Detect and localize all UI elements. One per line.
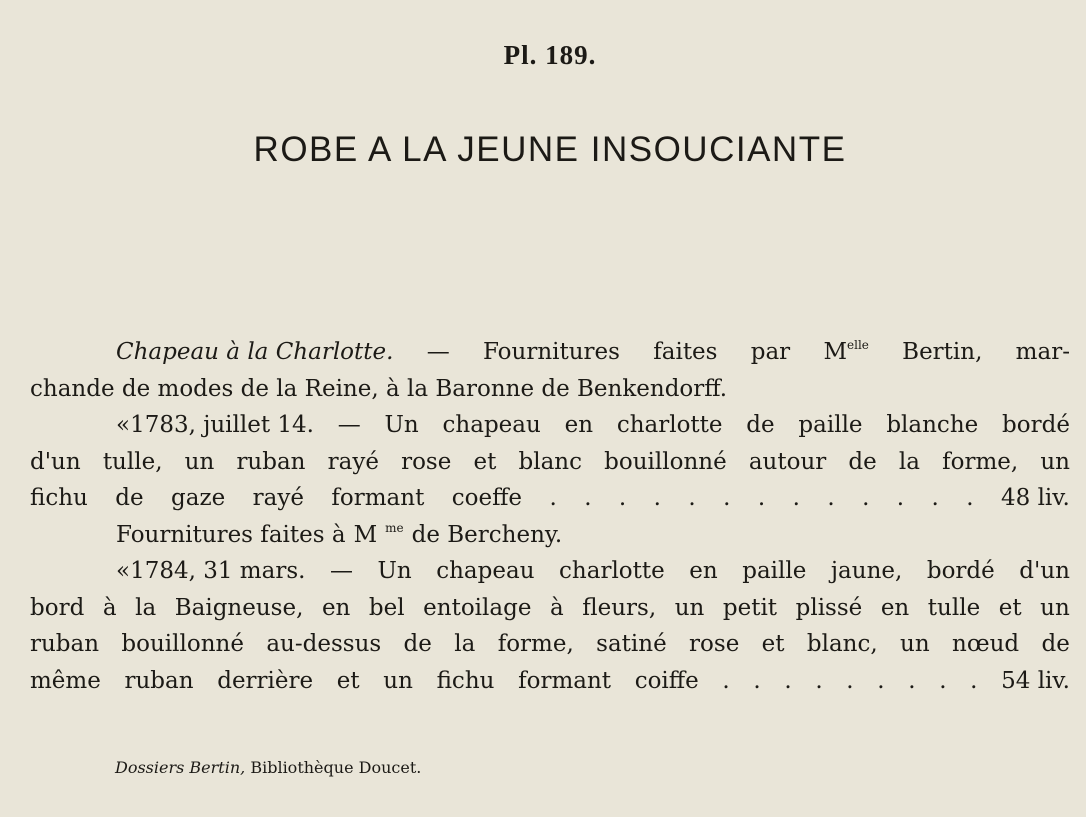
word: en: [564, 412, 594, 438]
leader-dot: .: [784, 667, 792, 694]
word: blanc: [518, 448, 582, 475]
body-text: [30, 334, 1070, 699]
word: formant: [518, 667, 612, 694]
word: de: [746, 412, 775, 438]
word: paille: [742, 558, 807, 584]
leader-dot: .: [970, 667, 978, 694]
word: derrière: [217, 667, 314, 694]
word: ruban: [236, 448, 306, 475]
word: à: [102, 594, 117, 621]
leader-dot: .: [723, 485, 731, 511]
leader-dot: .: [896, 485, 905, 511]
word: paille: [798, 412, 863, 438]
word: «1783, juillet 14.: [116, 412, 314, 438]
word: ruban: [30, 631, 100, 657]
word: et: [998, 594, 1022, 621]
leader-dot: .: [653, 485, 661, 511]
leader-dot: .: [939, 667, 947, 694]
line-text: Fournitures faites à: [116, 521, 346, 548]
word: autour: [748, 448, 827, 475]
word: chapeau: [442, 412, 541, 438]
word: un: [900, 631, 930, 657]
word: et: [761, 631, 785, 657]
word: rose: [689, 631, 740, 657]
word: et: [336, 667, 360, 694]
word: bordé: [926, 558, 995, 584]
word: «1784, 31 mars.: [116, 558, 306, 584]
word: un: [674, 594, 705, 621]
leader-dot: .: [908, 667, 916, 694]
word: forme,: [497, 631, 574, 657]
leader-dot: .: [753, 667, 761, 694]
word: gaze: [171, 485, 226, 511]
word: fleurs,: [582, 594, 657, 621]
leader-dot: .: [688, 485, 696, 511]
word: bel: [368, 594, 405, 621]
word: rayé: [327, 448, 379, 475]
page-title: ROBE A LA JEUNE INSOUCIANTE: [253, 130, 847, 169]
leader-dot: .: [549, 485, 557, 511]
word: bordé: [1002, 412, 1070, 438]
leader-dot: .: [846, 667, 854, 694]
word: forme,: [942, 448, 1019, 475]
paragraph-2-line-3: [30, 480, 1070, 517]
paragraph-4-line-2: [30, 590, 1070, 627]
word: en: [321, 594, 351, 621]
paragraph-2-line-2: [30, 444, 1070, 481]
leader-dot: .: [757, 485, 766, 511]
word: chapeau: [436, 558, 535, 584]
leader-dot: .: [931, 485, 939, 511]
title-abbreviation: M $^{me}$: [353, 520, 404, 548]
word: coiffe: [634, 667, 699, 694]
paragraph-4-line-1: [30, 553, 1070, 590]
word: de: [403, 631, 432, 657]
word: ruban: [124, 667, 194, 694]
word: tulle,: [102, 448, 163, 475]
line-text: chande de modes de la Reine, à la Baronne de Benkendorff.: [30, 375, 728, 402]
word: la: [454, 631, 476, 657]
word: bouillonné: [604, 448, 727, 475]
word: au-dessus: [266, 631, 382, 657]
hat-name: Chapeau à la Charlotte.: [116, 339, 394, 365]
paragraph-4-line-3: [30, 626, 1070, 663]
paragraph-1-line-2: [30, 371, 1070, 408]
leader-dot: .: [877, 667, 885, 694]
word: —: [337, 412, 361, 438]
word: d'un: [30, 448, 81, 475]
word: la: [135, 594, 157, 621]
word: Un: [384, 412, 419, 438]
word: —: [426, 339, 450, 365]
word: à: [550, 594, 564, 621]
word: Un: [377, 558, 412, 584]
word: 48 liv.: [1001, 485, 1070, 511]
word: nœud: [952, 631, 1020, 657]
word: un: [1040, 448, 1070, 475]
word: charlotte: [559, 558, 665, 584]
leader-dot: .: [584, 485, 592, 511]
word: de: [1041, 631, 1070, 657]
word: fichu: [436, 667, 495, 694]
word: faites: [653, 339, 718, 365]
word: bord: [30, 594, 85, 621]
word: un: [1040, 594, 1070, 621]
word: 54 liv.: [1001, 667, 1070, 694]
word: rayé: [252, 485, 304, 511]
line-text: de Bercheny.: [411, 521, 563, 548]
word: jaune,: [830, 558, 903, 584]
word: blanche: [886, 412, 979, 438]
footnote-source: Dossiers Bertin,: [115, 758, 246, 777]
source-footnote: [115, 758, 421, 777]
plate-number: Pl. 189.: [503, 40, 597, 70]
word: de: [848, 448, 877, 475]
word: satiné: [596, 631, 667, 657]
leader-dot: .: [815, 667, 823, 694]
word: blanc,: [806, 631, 878, 657]
word: la: [898, 448, 920, 475]
leader-dot: .: [862, 485, 870, 511]
word: petit: [722, 594, 778, 621]
word: entoilage: [423, 594, 532, 621]
word: coeffe: [451, 485, 523, 511]
word: rose: [401, 448, 452, 475]
word: —: [329, 558, 353, 584]
word: un: [383, 667, 413, 694]
paragraph-4-line-4: [30, 663, 1070, 700]
word: plissé: [795, 594, 863, 621]
word: Fournitures: [482, 339, 620, 365]
title-abbreviation: $M^{elle}$: [823, 338, 869, 365]
word: en: [880, 594, 910, 621]
leader-dot: .: [966, 485, 974, 511]
word: un: [184, 448, 215, 475]
word: Bertin,: [902, 339, 983, 365]
paragraph-1-line-1: [30, 334, 1070, 371]
word: d'un: [1019, 558, 1070, 584]
word: Baigneuse,: [174, 594, 304, 621]
word: par: [750, 339, 791, 365]
leader-dot: .: [618, 485, 627, 511]
word: bouillonné: [121, 631, 244, 657]
word: formant: [331, 485, 425, 511]
leader-dot: .: [722, 667, 730, 694]
paragraph-2-line-1: [30, 407, 1070, 444]
word: et: [473, 448, 497, 475]
word: mar-: [1015, 339, 1070, 365]
word: même: [30, 667, 101, 694]
word: de: [115, 485, 144, 511]
word: en: [689, 558, 718, 584]
footnote-library: Bibliothèque Doucet.: [250, 758, 422, 777]
word: charlotte: [616, 412, 723, 438]
word: fichu: [30, 485, 88, 511]
paragraph-3-line-1: [30, 517, 1070, 554]
leader-dot: .: [792, 485, 800, 511]
word: tulle: [927, 594, 981, 621]
leader-dot: .: [827, 485, 835, 511]
